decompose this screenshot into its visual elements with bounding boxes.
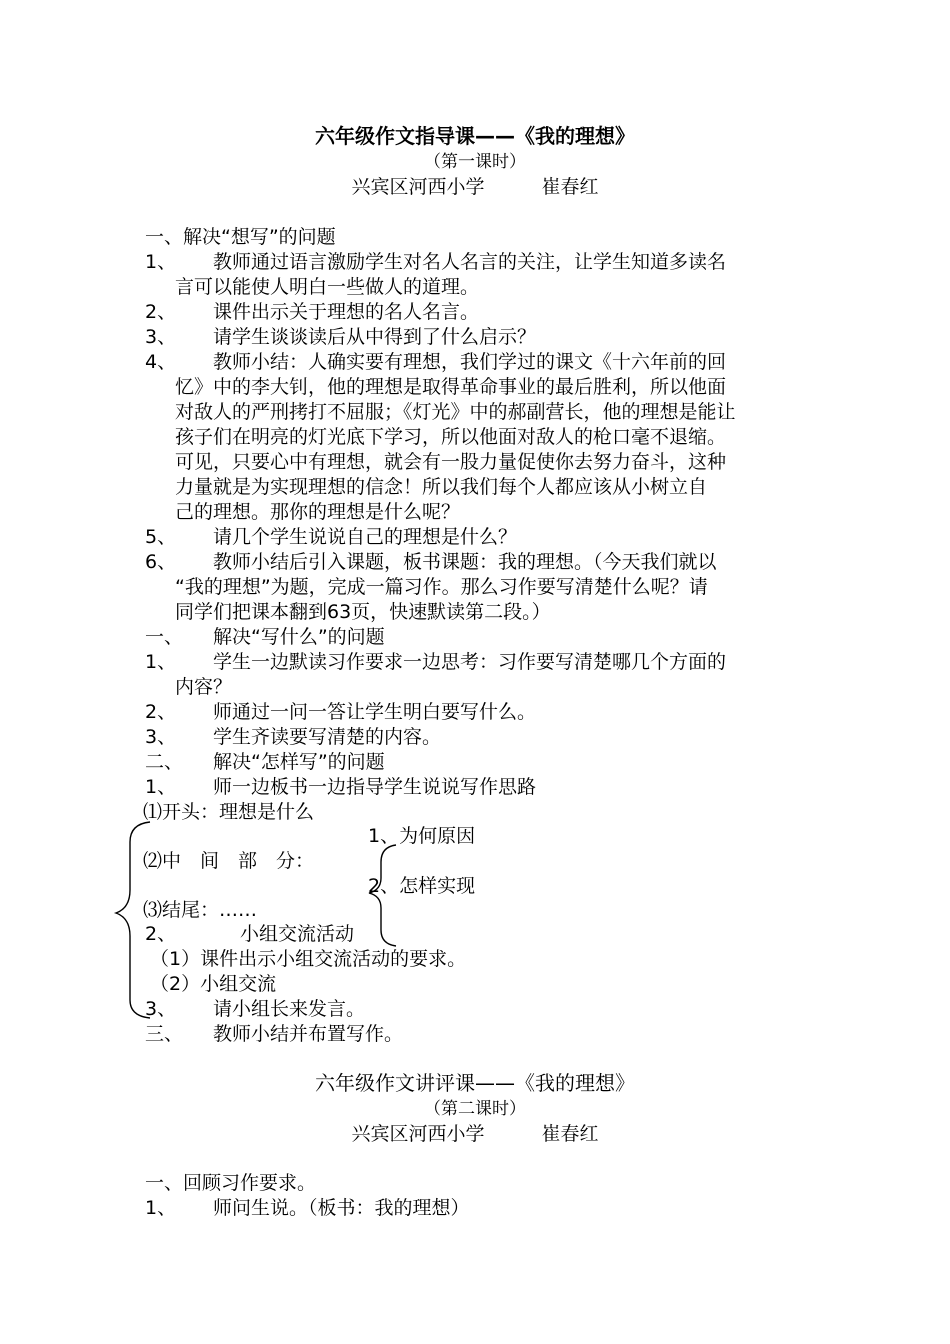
- item-text-cont: 可见，只要心中有理想，就会有一股力量促使你去努力奋斗，这种: [175, 451, 727, 473]
- item-number: 1、: [145, 251, 177, 273]
- subitem-2: （2）小组交流: [150, 973, 277, 995]
- item-text: 请学生谈谈读后从中得到了什么启示？: [213, 326, 537, 348]
- lesson1-author: 兴宾区河西小学 崔春红: [351, 176, 599, 198]
- outline-method: 2、怎样实现: [368, 875, 476, 897]
- item-text-cont: 孩子们在明亮的灯光底下学习，所以他面对敌人的枪口毫不退缩。: [175, 426, 727, 448]
- item-text: 学生一边默读习作要求一边思考：习作要写清楚哪几个方面的: [213, 651, 727, 673]
- item-text-cont: 内容？: [175, 676, 233, 698]
- item-number: 2、: [145, 701, 177, 723]
- section-heading-3: 解决“怎样写”的问题: [213, 751, 385, 773]
- item-text-cont: 己的理想。那你的理想是什么呢？: [175, 501, 461, 523]
- item-number: 6、: [145, 551, 177, 573]
- section-heading-2: 解决“写什么”的问题: [213, 626, 385, 648]
- item-text-cont: 言可以能使人明白一些做人的道理。: [175, 276, 480, 298]
- item-number: 1、: [145, 651, 177, 673]
- section-heading-1: 一、回顾习作要求。: [145, 1172, 317, 1194]
- section-number: 三、: [145, 1023, 184, 1045]
- item-number: 2、: [145, 301, 177, 323]
- item-text: 小组交流活动: [240, 923, 355, 945]
- item-text-cont: 对敌人的严刑拷打不屈服；《灯光》中的郝副营长，他的理想是能让: [175, 401, 736, 423]
- item-number: 5、: [145, 526, 177, 548]
- item-text: 师通过一问一答让学生明白要写什么。: [213, 701, 537, 723]
- item-text: 请小组长来发言。: [213, 998, 366, 1020]
- lesson1-period: （第一课时）: [424, 152, 526, 172]
- item-text: 师问生说。（板书：我的理想）: [213, 1197, 470, 1219]
- section-number: 一、: [145, 626, 184, 648]
- item-number: 2、: [145, 923, 177, 945]
- item-number: 4、: [145, 351, 177, 373]
- outline-reason: 1、为何原因: [368, 825, 476, 847]
- item-text-cont: “我的理想”为题，完成一篇习作。那么习作要写清楚什么呢？请: [175, 576, 708, 598]
- item-number: 3、: [145, 998, 177, 1020]
- item-text: 教师通过语言激励学生对名人名言的关注，让学生知道多读名: [213, 251, 727, 273]
- item-number: 1、: [145, 1197, 177, 1219]
- item-text-cont: 忆》中的李大钊，他的理想是取得革命事业的最后胜利，所以他面: [175, 376, 727, 398]
- section-number: 二、: [145, 751, 184, 773]
- lesson1-title: 六年级作文指导课——《我的理想》: [315, 124, 635, 148]
- item-text: 学生齐读要写清楚的内容。: [213, 726, 442, 748]
- outline-opening: ⑴开头：理想是什么: [143, 801, 315, 823]
- subitem-1: （1）课件出示小组交流活动的要求。: [150, 948, 467, 970]
- item-text-cont: 力量就是为实现理想的信念！所以我们每个人都应该从小树立自: [175, 476, 708, 498]
- section-heading-4: 教师小结并布置写作。: [213, 1023, 404, 1045]
- item-text: 教师小结后引入课题，板书课题：我的理想。（今天我们就以: [213, 551, 717, 573]
- right-brace: [369, 845, 396, 946]
- left-brace: [116, 822, 150, 1018]
- outline-ending: ⑶结尾：……: [143, 899, 258, 921]
- item-number: 3、: [145, 726, 177, 748]
- lesson2-period: （第二课时）: [424, 1099, 526, 1119]
- section-heading-1: 一、解决“想写”的问题: [145, 226, 336, 248]
- item-text: 请几个学生说说自己的理想是什么？: [213, 526, 518, 548]
- outline-middle: ⑵中 间 部 分：: [143, 850, 315, 872]
- item-number: 3、: [145, 326, 177, 348]
- item-text-cont: 同学们把课本翻到63页，快速默读第二段。）: [175, 601, 551, 623]
- item-text: 课件出示关于理想的名人名言。: [213, 301, 480, 323]
- item-number: 1、: [145, 776, 177, 798]
- item-text: 师一边板书一边指导学生说说写作思路: [213, 776, 537, 798]
- lesson2-title: 六年级作文讲评课——《我的理想》: [315, 1071, 635, 1095]
- lesson2-author: 兴宾区河西小学 崔春红: [351, 1123, 599, 1145]
- item-text: 教师小结：人确实要有理想，我们学过的课文《十六年前的回: [213, 351, 727, 373]
